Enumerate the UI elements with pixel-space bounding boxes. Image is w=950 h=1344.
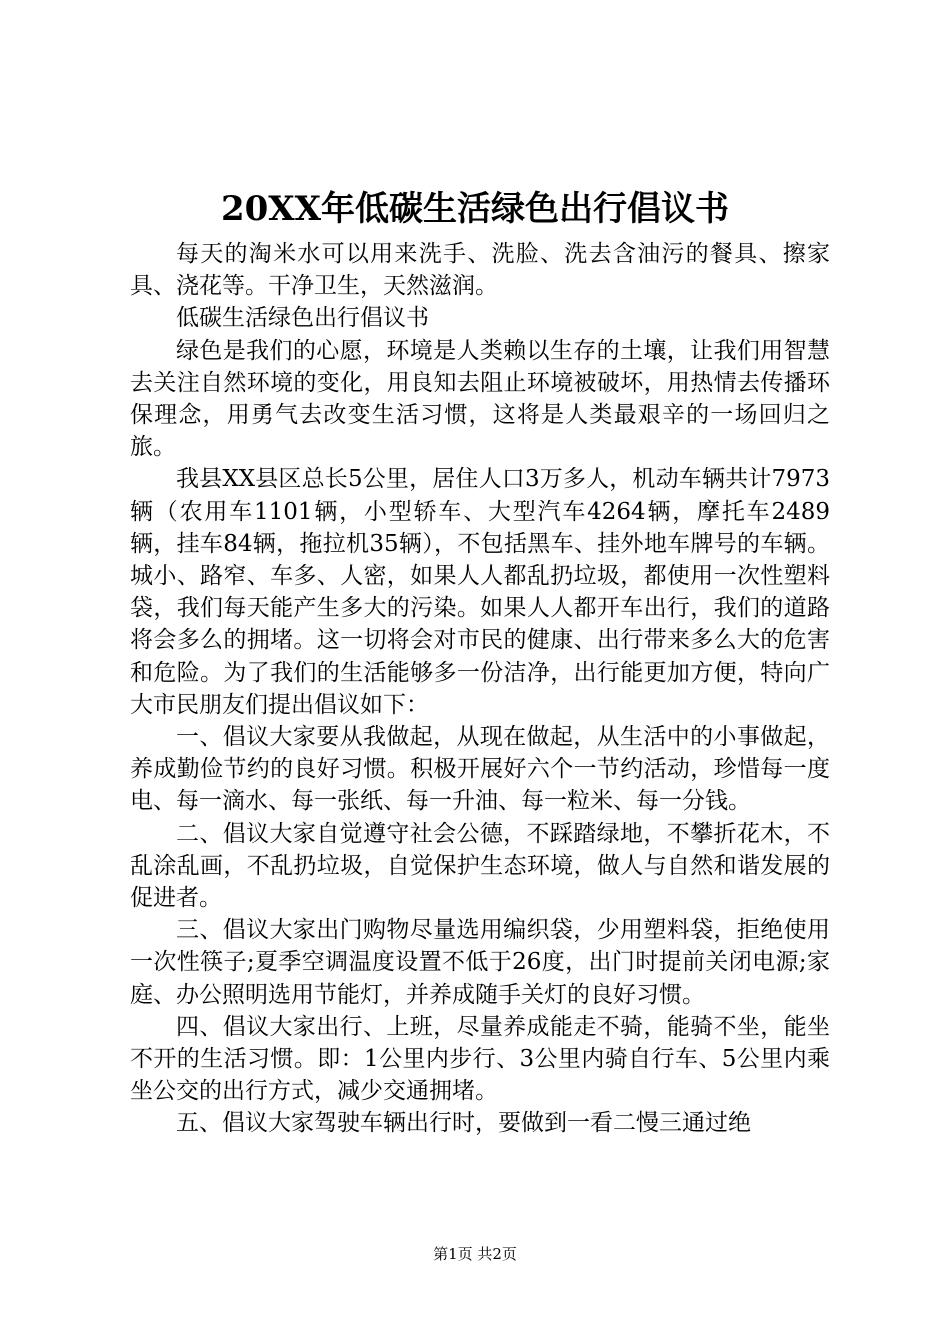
paragraph-rice-water: 每天的淘米水可以用来洗手、洗脸、洗去含油污的餐具、擦家具、浇花等。干净卫生，天然滋润。 <box>130 241 830 300</box>
document-body <box>130 238 830 1140</box>
paragraph-county-vehicles: 我县XX县区总长5公里，居住人口3万多人，机动车辆共计7973辆（农用车1101辆，小型轿车、大型汽车4264辆，摩托车2489辆，挂车84辆，拖拉机35辆），不包括黑车、挂外地车牌号的车辆。城小、路窄、车多、人密，如果人人都乱扔垃圾，都使用一次性塑料袋，我们每天能产生多大的污染。如果人人都开车出行，我们的道路将会多么的拥堵。这一切将会对市民的健康、出行带来多么大的危害和危险。为了我们的生活能够多一份洁净，出行能更加方便，特向广大市民朋友们提出倡议如下： <box>130 466 830 718</box>
page-number-footer: 第1页 共2页 <box>433 1245 517 1263</box>
document-title: 20XX年低碳生活绿色出行倡议书 <box>220 189 730 229</box>
paragraph-proposal-1: 一、倡议大家要从我做起，从现在做起，从生活中的小事做起，养成勤俭节约的良好习惯。积极开展好六个一节约活动，珍惜每一度电、每一滴水、每一张纸、每一升油、每一粒米、每一分钱。 <box>130 724 830 815</box>
paragraph-proposal-5: 五、倡议大家驾驶车辆出行时，要做到一看二慢三通过绝 <box>176 1110 751 1137</box>
paragraph-proposal-2: 二、倡议大家自觉遵守社会公德，不踩踏绿地，不攀折花木，不乱涂乱画，不乱扔垃圾，自觉保护生态环境，做人与自然和谐发展的促进者。 <box>130 820 830 912</box>
paragraph-green-wish: 绿色是我们的心愿，环境是人类赖以生存的土壤，让我们用智慧去关注自然环境的变化，用良知去阻止环境被破坏，用热情去传播环保理念，用勇气去改变生活习惯，这将是人类最艰辛的一场回归之旅。 <box>130 337 830 461</box>
paragraph-subtitle: 低碳生活绿色出行倡议书 <box>176 305 429 332</box>
paragraph-proposal-3: 三、倡议大家出门购物尽量选用编织袋，少用塑料袋，拒绝使用一次性筷子;夏季空调温度设置不低于26度，出门时提前关闭电源;家庭、办公照明选用节能灯，并养成随手关灯的良好习惯。 <box>130 917 830 1008</box>
paragraph-proposal-4: 四、倡议大家出行、上班，尽量养成能走不骑，能骑不坐，能坐不开的生活习惯。即：1公里内步行、3公里内骑自行车、5公里内乘坐公交的出行方式，减少交通拥堵。 <box>130 1013 830 1105</box>
